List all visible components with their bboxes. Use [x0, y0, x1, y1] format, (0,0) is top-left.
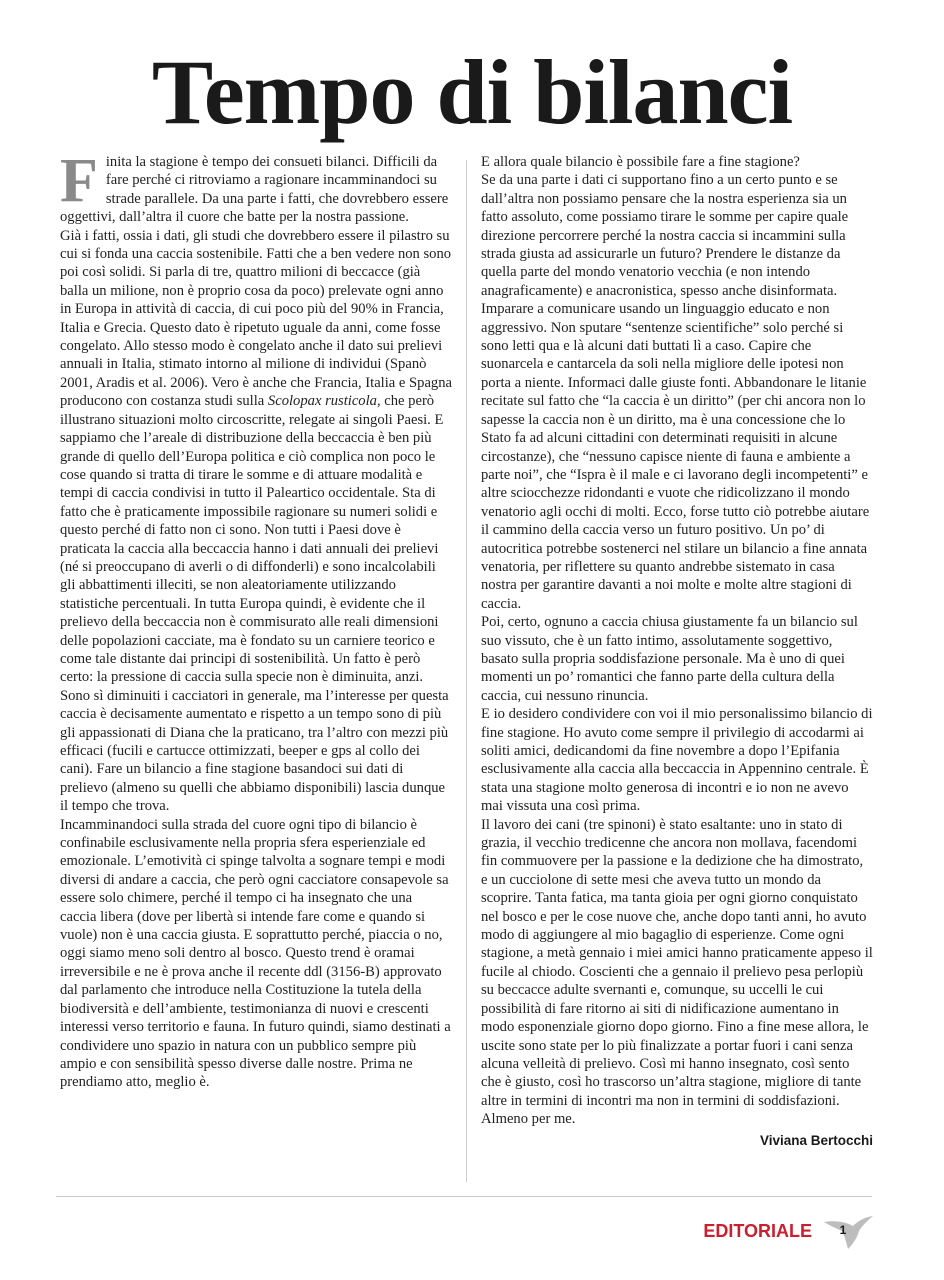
paragraph-text: inita la stagione è tempo dei consueti bilanci. Difficili da fare perché ci ritroviamo a ragionare incamminandoci su strade parallele. Da una parte i fatti, che dovrebbero essere oggettivi, dall’altra il cuore che batte per la nostra passione. [60, 154, 449, 226]
paragraph-text: Già i fatti, ossia i dati, gli studi che dovrebbero essere il pilastro su cui si fonda una caccia sostenibile. Fatti che a ben vedere non sono poi così solidi. Si parla di tre, quattro milioni di beccacce (già balla un milione, non è proprio cosa da poco) prelevate ogni anno in Europa in attività di caccia, di cui poco più del 90% in Francia, Italia e Grecia. Questo dato è ripetuto uguale da anni, come fosse congelato. Allo stesso modo è congelato anche il dato sui prelievi annuali in Italia, stimato intorno al milione di individui (Spanò 2001, Aradis et al. 2006). Vero è anche che Francia, Italia e Spagna producono con costanza studi sulla [60, 227, 452, 410]
article-column-left [60, 147, 452, 1092]
article-paragraph: Poi, certo, ognuno a caccia chiusa giustamente fa un bilancio sul suo vissuto, che è un fatto intimo, assolutamente soggettivo, basato sulla propria soddisfazione personale. Ma è uno di quei momenti un po’ romantici che fanno parte della cultura della caccia, cui nessuno rinuncia. [481, 614, 858, 704]
article-paragraph [60, 147, 452, 227]
section-label: EDITORIALE [703, 1221, 812, 1241]
article-paragraph: E io desidero condividere con voi il mio personalissimo bilancio di fine stagione. Ho avuto come sempre il privilegio di accodarmi ai soliti amici, dedicandomi da fine novembre a dopo l’Epifania esclusivamente alla caccia alla beccaccia in Appennino centrale. È stata una stagione molto generosa di incontri e io non ne avevo mai vissuta una così prima. [481, 706, 873, 815]
article-paragraph: Se da una parte i dati ci supportano fino a un certo punto e se dall’altra non possiamo pensare che la nostra esperienza sia un fatto assoluto, come possiamo tirare le somme per capire quale direzione percorrere perché la nostra caccia si incammini sulla strada giusta ad assicurarle un futuro? Prendere le distanze da quella parte del mondo venatorio vecchia (e non intendo anagraficamente) e anacronistica, spesso anche disinformata. Imparare a comunicare usando un linguaggio educato e non aggressivo. Non sputare “sentenze scientifiche” solo perché si sono letti qua e là alcuni dati buttati lì a caso. Capire che suonarcela e cantarcela da soli nella migliore delle ipotesi non porta a niente. Informaci dalle giuste fonti. Abbandonare le litanie recitate sul fatto che “la caccia è un diritto” (per chi ancora non lo sapesse la caccia non è un diritto, ma è una concessione che lo Stato fa ad alcuni cittadini con determinati requisiti in alcune circostanze), che “nessuno capisce niente di fauna e ambiente a parte noi”, che “Ispra è il male e ci lavorano degli incompetenti” e altre sciocchezze ridondanti e vuote che ridicolizzano il mondo venatorio agli occhi di molti. Ecco, forse tutto ciò potrebbe aiutare il cammino della caccia verso un futuro positivo. Un po’ di autocritica potrebbe sostenerci nel stilare un bilancio a fine annata venatoria, per riflettere su quanto andrebbe sistemato in casa nostra per garantire davanti a noi molte e molte altre stagioni di caccia. [481, 172, 870, 612]
article-paragraph: E allora quale bilancio è possibile fare a fine stagione? [481, 154, 800, 170]
drop-cap: F [60, 147, 98, 215]
page-number: 1 [839, 1223, 847, 1237]
species-name: Scolopax rusticola [267, 393, 377, 410]
article-paragraph: Incamminandoci sulla strada del cuore ogni tipo di bilancio è confinabile esclusivamente nella propria sfera esperienziale ed emozionale. L’emotività ci spinge talvolta a sognare tempi e modi diversi di andare a caccia, che però ogni cacciatore consapevole sa essere solo chimere, perché il tempo ci ha insegnato che una caccia libera (dove per libertà si intende fare come e quando si vuole) non è una caccia giusta. E soprattutto perché, piaccia o no, oggi siamo meno soli dentro al bosco. Questo trend è oramai irreversibile e ne è prova anche il recente ddl (3156-B) approvato dal parlamento che introduce nella Costituzione la tutela della biodiversità e dell’ambiente, testimonianza di nuovi e crescenti interessi verso territorio e fauna. In futuro quindi, siamo destinati a condividere uno spazio in natura con un pubblico sempre più ampio e con sensibilità spesso diverse dalle nostre. Prima ne prendiamo atto, meglio è. [60, 816, 451, 1091]
article-paragraph [60, 227, 452, 816]
article-title: Tempo di bilanci [151, 41, 793, 143]
author-byline: Viviana Bertocchi [759, 1132, 873, 1148]
paragraph-text: , che però illustrano situazioni molto circoscritte, relegate ai singoli Paesi. E sappiamo che l’areale di distribuzione della beccaccia è ben più grande di quello dell’Europa politica e ciò complica non poco le cose quando si tratta di tirare le somme e di attuare modalità e tempi di caccia condivisi in tutto il Paleartico occidentale. Sta di fatto che è praticamente impossibile ragionare su numeri solidi e questo perché di fatto non ci sono. Non tutti i Paesi dove è praticata la caccia alla beccaccia hanno i dati annuali dei prelievi (né si preoccupano di averli o di diffonderli) e sono incalcolabili gli abbattimenti illeciti, se non aleatoriamente utilizzando statistiche percentuali. In tutta Europa quindi, è evidente che il prelievo della beccaccia non è commisurato alle reali dimensioni delle popolazioni cacciate, ma è fondato su un carniere teorico e come tale distante dai principi di sostenibilità. Un fatto è però certo: la pressione di caccia sulla specie non è diminuita, anzi. Sono sì diminuiti i cacciatori in generale, ma l’interesse per questa caccia è decisamente aumentato e rispetto a un tempo sono di più gli appassionati di Diana che la praticano, tra l’altro con mezzi più efficaci (fucili e cartucce ottimizzati, beeper e gps al collo dei cani). Fare un bilancio a fine stagione basandoci sui dati di prelievo (almeno su quelli che abbiamo disponibili) lascia dunque il tempo che trova. [60, 393, 449, 815]
article-column-right [481, 153, 873, 1150]
footer-divider [56, 1196, 872, 1197]
column-divider [466, 160, 467, 1182]
article-paragraph: Il lavoro dei cani (tre spinoni) è stato esaltante: uno in stato di grazia, il vecchio tredicenne che ancora non mollava, facendomi fin commuovere per la passione e la dedizione che ha dimostrato, e un cucciolone di sette mesi che aveva tutto un mondo da scoprire. Tanta fatica, ma tanta gioia per ogni giorno conquistato nel bosco e per le cose nuove che, anche dopo tanti anni, ho avuto modo di aggiungere al mio bagaglio di esperienze. Come ogni stagione, a metà gennaio i miei amici hanno praticamente appeso il fucile al chiodo. Coscienti che a gennaio il prelievo pesa perlopiù su beccacce adulte svernanti e, comunque, su uccelli le cui possibilità di fare ritorno ai siti di nidificazione aumentano in modo esponenziale giorno dopo giorno. Fino a fine mese allora, le uscite sono state per lo più finalizzate a portar fuori i cani senza alcuna velleità di prelievo. Così mi hanno insegnato, così sento che è giusto, così ho trascorso un’altra stagione, migliore di tante altre in termini di incontri ma non in termini di soddisfazioni. Almeno per me. [481, 816, 873, 1128]
